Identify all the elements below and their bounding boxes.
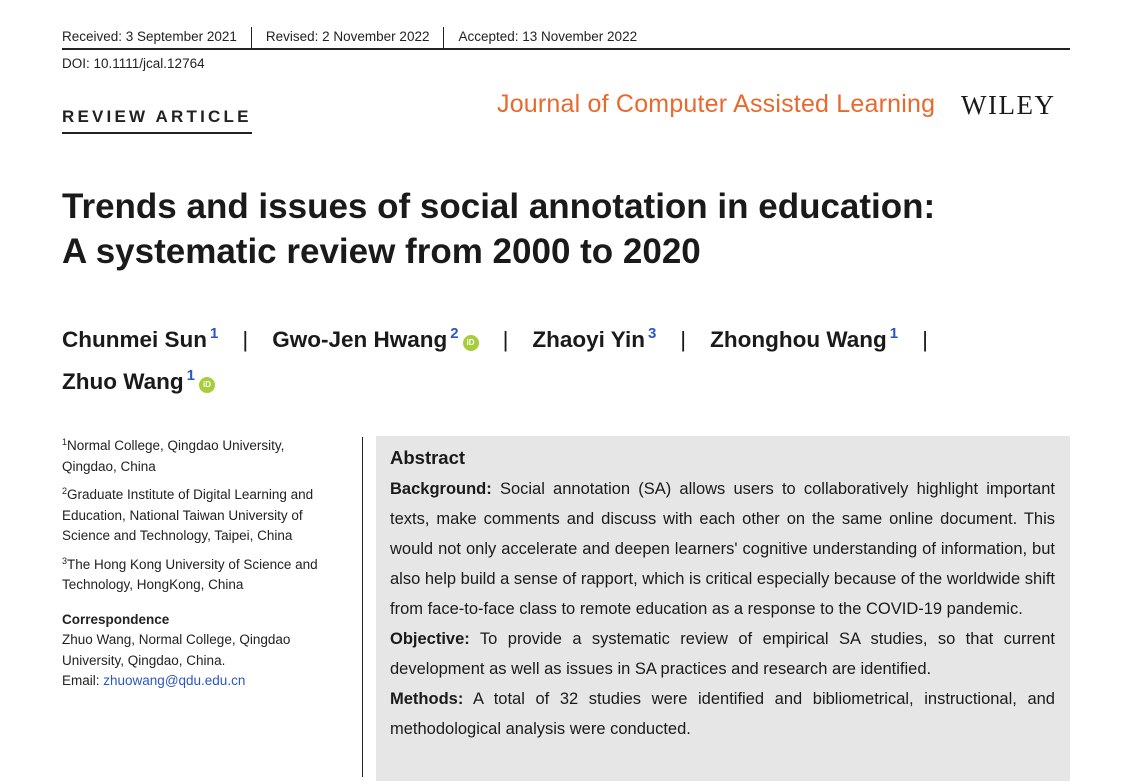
abstract-background [390, 474, 1055, 624]
header-rule [62, 48, 1070, 50]
affiliation [62, 551, 332, 596]
author-separator: | [922, 327, 928, 352]
article-type: REVIEW ARTICLE [62, 107, 252, 134]
orcid-icon[interactable]: iD [199, 377, 215, 393]
author-affil-ref[interactable]: 2 [450, 325, 459, 342]
author-list [62, 316, 1062, 400]
affiliation-number: 3 [62, 555, 68, 566]
abstract-heading: Abstract [390, 447, 466, 468]
author[interactable] [62, 358, 215, 400]
publisher-logo: WILEY [961, 90, 1056, 120]
background-label: Background: [390, 480, 492, 498]
accepted-date: Accepted: 13 November 2022 [458, 29, 638, 44]
author[interactable] [62, 316, 218, 358]
author-name: Zhuo Wang [62, 369, 184, 394]
author-separator: | [502, 327, 509, 352]
abstract-methods [390, 684, 1055, 744]
paper-title [62, 184, 1062, 274]
author-name: Zhonghou Wang [710, 327, 887, 352]
revised-date: Revised: 2 November 2022 [266, 27, 445, 49]
email-link[interactable]: zhuowang@qdu.edu.cn [103, 673, 246, 688]
correspondence-heading: Correspondence [62, 611, 170, 627]
journal-name: Journal of Computer Assisted Learning [497, 90, 936, 118]
affiliation-text: Graduate Institute of Digital Learning and Education, National Taiwan University of Science and Technology, Taipei, China [62, 487, 314, 543]
author[interactable] [532, 316, 656, 358]
background-text: Social annotation (SA) allows users to collaboratively highlight important texts, make comments and discuss with each other on the same online document. This would not only accelerate and deepen learners' cognitive understanding of information, but also help build a sense of rapport, which is critical especially because of the worldwide shift from face-to-face class to remote education as a response to the COVID-19 pandemic. [390, 480, 1055, 618]
objective-text: To provide a systematic review of empirical SA studies, so that current development as well as issues in SA practices and research are identified. [390, 630, 1055, 678]
column-divider [362, 437, 363, 777]
affiliation [62, 432, 332, 477]
publication-dates [62, 28, 1070, 48]
author[interactable] [272, 316, 478, 358]
abstract-box [376, 436, 1070, 781]
correspondence-text: Zhuo Wang, Normal College, Qingdao University, Qingdao, China. [62, 632, 291, 668]
author-affil-ref[interactable]: 1 [889, 325, 899, 342]
affiliation-text: Normal College, Qingdao University, Qingdao, China [62, 438, 285, 474]
author-affil-ref[interactable]: 1 [210, 325, 219, 342]
email-label: Email: [62, 673, 104, 688]
title-line-2: A systematic review from 2000 to 2020 [62, 232, 701, 271]
author-name: Zhaoyi Yin [532, 327, 645, 352]
affiliation-text: The Hong Kong University of Science and Technology, HongKong, China [62, 556, 318, 592]
author-affil-ref[interactable]: 3 [647, 325, 657, 342]
affiliation [62, 481, 332, 547]
author[interactable] [710, 316, 898, 358]
abstract-content [390, 446, 1055, 744]
author-name: Chunmei Sun [62, 327, 207, 352]
objective-label: Objective: [390, 630, 470, 648]
doi: DOI: 10.1111/jcal.12764 [62, 56, 205, 71]
correspondence-email [62, 671, 332, 692]
received-date: Received: 3 September 2021 [62, 27, 252, 49]
affiliation-number: 1 [62, 437, 68, 447]
author-name: Gwo-Jen Hwang [272, 327, 448, 352]
orcid-icon[interactable]: iD [463, 335, 479, 351]
abstract-objective [390, 624, 1055, 684]
author-affil-ref[interactable]: 1 [186, 367, 195, 384]
correspondence-block [62, 610, 332, 692]
title-line-1: Trends and issues of social annotation in education: [62, 187, 936, 226]
methods-label: Methods: [390, 690, 464, 708]
author-separator: | [680, 327, 687, 352]
affiliations-column [62, 432, 332, 692]
methods-text: A total of 32 studies were identified and bibliometrical, instructional, and methodological analysis were conducted. [390, 690, 1055, 738]
affiliation-number: 2 [62, 486, 68, 496]
author-separator: | [242, 327, 249, 352]
